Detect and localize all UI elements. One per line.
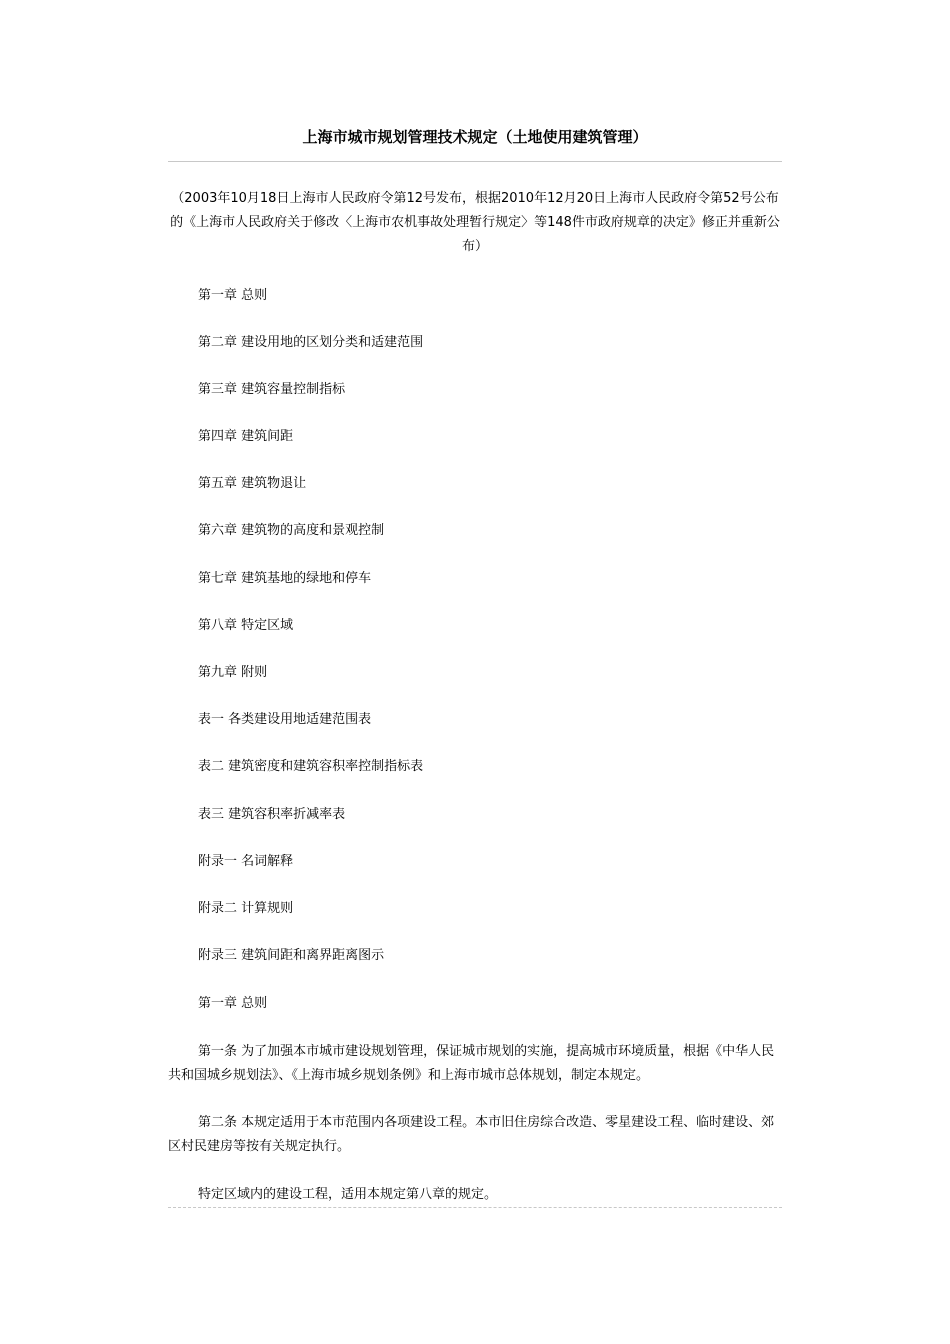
toc-item-appendix-3: 附录三 建筑间距和离界距离图示: [198, 948, 385, 963]
toc-item-table-2: 表二 建筑密度和建筑容积率控制指标表: [198, 759, 424, 774]
toc-item-chapter-6: 第六章 建筑物的高度和景观控制: [198, 523, 385, 538]
document-intro: （2003年10月18日上海市人民政府令第12号发布，根据2010年12月20日上海市人民政府令第52号公布的《上海市人民政府关于修改〈上海市农机事故处理暂行规定〉等148件市政府规章的决定》修正并重新公布）: [170, 191, 780, 254]
toc-item-appendix-1: 附录一 名词解释: [198, 854, 294, 869]
toc-item-table-1: 表一 各类建设用地适建范围表: [198, 712, 372, 727]
toc-item-chapter-2: 第二章 建设用地的区划分类和适建范围: [198, 335, 424, 350]
toc-item-chapter-1: 第一章 总则: [198, 288, 268, 303]
toc-item-appendix-2: 附录二 计算规则: [198, 901, 294, 916]
document-title: 上海市城市规划管理技术规定（土地使用建筑管理）: [302, 128, 648, 146]
toc-item-table-3: 表三 建筑容积率折减率表: [198, 807, 346, 822]
toc-item-chapter-4: 第四章 建筑间距: [198, 429, 294, 444]
page-bottom-divider: [168, 1207, 782, 1208]
article-2-paragraph: 第二条 本规定适用于本市范围内各项建设工程。本市旧住房综合改造、零星建设工程、临时建设、郊区村民建房等按有关规定执行。: [168, 1115, 775, 1154]
chapter-1-heading: 第一章 总则: [198, 996, 268, 1011]
special-area-paragraph: 特定区域内的建设工程，适用本规定第八章的规定。: [198, 1187, 498, 1202]
article-1-paragraph: 第一条 为了加强本市城市建设规划管理，保证城市规划的实施，提高城市环境质量，根据《中华人民共和国城乡规划法》、《上海市城乡规划条例》和上海市城市总体规划，制定本规定。: [168, 1044, 775, 1083]
toc-item-chapter-9: 第九章 附则: [198, 665, 268, 680]
toc-item-chapter-5: 第五章 建筑物退让: [198, 476, 307, 491]
toc-item-chapter-3: 第三章 建筑容量控制指标: [198, 382, 346, 397]
toc-item-chapter-7: 第七章 建筑基地的绿地和停车: [198, 571, 372, 586]
toc-item-chapter-8: 第八章 特定区域: [198, 618, 294, 633]
title-divider: [168, 161, 782, 162]
